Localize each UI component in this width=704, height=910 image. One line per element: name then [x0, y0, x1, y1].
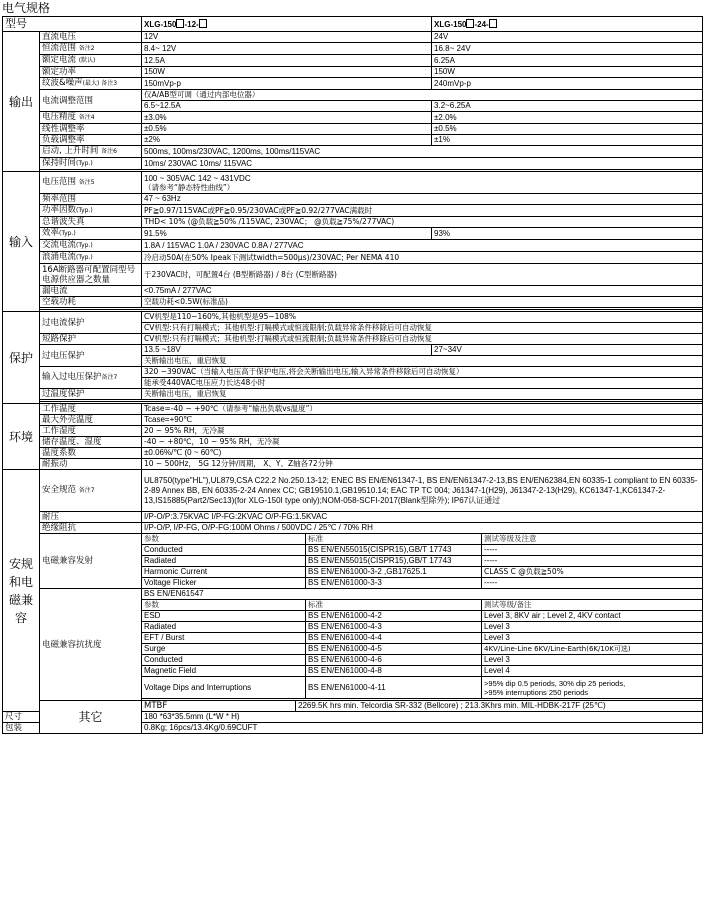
category-environment: 环境: [3, 404, 40, 470]
label-withstand: 耐压: [40, 512, 142, 523]
value-ac-current: 1.8A / 115VAC 1.0A / 230VAC 0.8A / 277VAC: [142, 240, 703, 252]
value-withstand: I/P-O/P:3.75KVAC I/P-FG:2KVAC O/P-FG:1.5KVAC: [142, 512, 703, 523]
table-row: Voltage Dips and Interruptions BS EN/EN61000-4-11 >95% dip 0.5 periods, 30% dip 25 periods, >95% interruptions 250 periods: [3, 677, 703, 699]
label-leakage: 漏电流: [40, 286, 142, 297]
value-12: 150W: [142, 67, 432, 78]
value-12: ±3.0%: [142, 112, 432, 124]
value-12: 12V: [142, 32, 432, 43]
label-packing: 包装: [3, 723, 40, 734]
table-row: Surge BS EN/EN61000-4-5 4KV/Line-Line 6KV/Line-Earth(6K/10K可选): [3, 644, 703, 655]
label-max-case: 最大外壳温度: [40, 415, 142, 426]
value-ovp-2: 关断输出电压，重启恢复: [142, 356, 703, 367]
value-temp-coef: ±0.06%/℃ (0 ~ 60℃): [142, 448, 703, 459]
label-emc-immunity: 电磁兼容抗扰度: [40, 589, 142, 701]
label-load-reg: 负载调整率: [40, 135, 142, 146]
value-ocp-2: CV机型:只有打嗝模式；其他机型:打嗝模式或恒流限制;负载异常条件移除后可自动恢复: [142, 323, 703, 334]
value-pf: PF≧0.97/115VAC或PF≧0.95/230VAC或PF≧0.92/277VAC满载时: [142, 205, 703, 217]
category-input: 输入: [3, 172, 40, 312]
value-12: 91.5%: [142, 228, 432, 240]
value-vibration: 10 ~ 500Hz， 5G 12分钟/周期， X、Y、Z轴各72分钟: [142, 459, 703, 470]
label-dimension: 尺寸: [3, 712, 40, 723]
value-hold: 10ms/ 230VAC 10ms/ 115VAC: [142, 158, 703, 170]
value-inrush: 冷启动50A(在50% Ipeak下测试twidth=500μs)/230VAC; Per NEMA 410: [142, 252, 703, 264]
label-iovp: 输入过电压保护备注7: [40, 367, 142, 389]
table-row: Voltage Flicker BS EN/EN61000-3-3 -----: [3, 578, 703, 589]
immunity-header-param: 参数: [142, 600, 306, 611]
value-thd: THD< 10% (@负载≧50% /115VAC, 230VAC； @负载≧75%/277VAC): [142, 217, 703, 228]
value-breaker: 于230VAC时，可配置4台 (B型断路器) / 8台 (C型断路器): [142, 264, 703, 286]
table-row: Magnetic Field BS EN/EN61000-4-8 Level 4: [3, 666, 703, 677]
value-leakage: <0.75mA / 277VAC: [142, 286, 703, 297]
value-freq: 47 ~ 63Hz: [142, 194, 703, 205]
table-row: Conducted BS EN/EN55015(CISPR15),GB/T 17743 -----: [3, 545, 703, 556]
value-ocp-1: CV机型是110~160%,其他机型是95~108%: [142, 312, 703, 323]
label-pf: 功率因数(Typ.): [40, 205, 142, 217]
label-standards: 安全规范 备注7: [40, 470, 142, 512]
table-row: Radiated BS EN/EN55015(CISPR15),GB/T 17743 -----: [3, 556, 703, 567]
category-protection: 保护: [3, 312, 40, 404]
category-safety: 安规和电磁兼容: [3, 470, 40, 712]
header-row: [3, 17, 703, 32]
value-setup: 500ms, 100ms/230VAC, 1200ms, 100ms/115VAC: [142, 146, 703, 158]
value-24: ±1%: [432, 135, 703, 146]
value-24: ±0.5%: [432, 124, 703, 135]
label-inrush: 浪涌电流(Typ.): [40, 252, 142, 264]
table-row: Conducted BS EN/EN61000-4-6 Level 3: [3, 655, 703, 666]
category-others: 其它: [40, 701, 142, 734]
label-no-load: 空载功耗: [40, 297, 142, 308]
value-12: ±2%: [142, 135, 432, 146]
emission-header-param: 参数: [142, 534, 306, 545]
label-line-reg: 线性调整率: [40, 124, 142, 135]
value-24: 3.2~6.25A: [432, 101, 703, 112]
value-no-load: 空载功耗<0.5W(标准品): [142, 297, 703, 308]
model-label: 型号: [3, 17, 142, 32]
label-ovp: 过电压保护: [40, 345, 142, 367]
label-setup: 启动, 上升时间 备注6: [40, 146, 142, 158]
current-adj-desc: 仅A/AB型可调（通过内部电位器）: [142, 90, 703, 101]
value-24: 24V: [432, 32, 703, 43]
value-12: 150mVp-p: [142, 78, 432, 90]
value-iovp-1: 320 ~390VAC（当输入电压高于保护电压,将会关断输出电压,输入异常条件移除后可自动恢复）: [142, 367, 703, 378]
value-temp: Tcase=-40 ~ +90℃（请参考“输出负载vs温度”）: [142, 404, 703, 415]
model-12: XLG-150 -12-: [142, 17, 432, 32]
table-row: Radiated BS EN/EN61000-4-3 Level 3: [3, 622, 703, 633]
label-storage: 储存温度、湿度: [40, 437, 142, 448]
label-otp: 过温度保护: [40, 389, 142, 400]
page-title: 电气规格: [2, 1, 51, 15]
label-mtbf: MTBF: [142, 701, 296, 712]
label-thd: 总谐波失真: [40, 217, 142, 228]
label-humidity: 工作湿度: [40, 426, 142, 437]
label-temp-coef: 温度系数: [40, 448, 142, 459]
label-temp: 工作温度: [40, 404, 142, 415]
value-24: 27~34V: [432, 345, 703, 356]
label-dc-voltage: 直流电压: [40, 32, 142, 43]
label-ac-current: 交流电流(Typ.): [40, 240, 142, 252]
value-12: 13.5 ~18V: [142, 345, 432, 356]
value-mtbf: 2269.5K hrs min. Telcordia SR-332 (Bellcore) ; 213.3Khrs min. MIL-HDBK-217F (25℃): [296, 701, 703, 712]
emission-header-std: 标准: [306, 534, 482, 545]
label-voltage-range: 电压范围 备注5: [40, 172, 142, 194]
label-vibration: 耐振动: [40, 459, 142, 470]
label-cc-range: 恒流范围 备注2: [40, 43, 142, 55]
value-24: 150W: [432, 67, 703, 78]
value-dimension: 180 *63*35.5mm (L*W * H): [142, 712, 703, 723]
label-current-adj: 电流调整范围: [40, 90, 142, 112]
table-row: ESD BS EN/EN61000-4-2 Level 3, 8KV air ; Level 2, 4KV contact: [3, 611, 703, 622]
label-short: 短路保护: [40, 334, 142, 345]
value-24: 16.8~ 24V: [432, 43, 703, 55]
label-voltage-tol: 电压精度 备注4: [40, 112, 142, 124]
value-24: 240mVp-p: [432, 78, 703, 90]
emission-header-level: 测试等级及注意: [482, 534, 703, 545]
value-12: 12.5A: [142, 55, 432, 67]
value-24: 6.25A: [432, 55, 703, 67]
label-isolation: 绝缘阻抗: [40, 523, 142, 534]
label-eff: 效率(Typ.): [40, 228, 142, 240]
value-standards: UL8750(type"HL"),UL879,CSA C22.2 No.250.13-12; ENEC BS EN/EN61347-1, BS EN/EN61347-2-13,BS EN/EN62384,EN 60335-1 compliant to EN 60335-2-89 Annex BB, EN 60335-2-24 Annex CC; GB19510.1,GB19510.14; EAC TP TC 004; J61347-1(H29), J61347-2-13(H29), KC61347-1,KC61347-2-13,IS15885(Part2/Sec13)(for XLG-150I type only);NOM-058-SCFI-2017(Blank型除外); IP67认证通过: [142, 470, 703, 512]
value-12: ±0.5%: [142, 124, 432, 135]
immunity-header-level: 测试等级/备注: [482, 600, 703, 611]
label-emc-emission: 电磁兼容发射: [40, 534, 142, 589]
value-packing: 0.8Kg; 16pcs/13.4Kg/0.69CUFT: [142, 723, 703, 734]
label-ocp: 过电流保护: [40, 312, 142, 334]
label-rated-current: 额定电流 (默认): [40, 55, 142, 67]
label-hold: 保持时间(Typ.): [40, 158, 142, 170]
value-12: 8.4~ 12V: [142, 43, 432, 55]
value-otp: 关断输出电压，重启恢复: [142, 389, 703, 400]
category-output: 输出: [3, 32, 40, 172]
value-storage: -40 ~ +80℃，10 ~ 95% RH，无冷凝: [142, 437, 703, 448]
value-short: CV机型:只有打嗝模式；其他机型:打嗝模式或恒流限制;负载异常条件移除后可自动恢复: [142, 334, 703, 345]
value-24: 93%: [432, 228, 703, 240]
spec-table: [2, 16, 703, 734]
table-row: Harmonic Current BS EN/EN61000-3-2 ,GB17625.1 CLASS C @负载≧50%: [3, 567, 703, 578]
value-isolation: I/P-O/P, I/P-FG, O/P-FG:100M Ohms / 500VDC / 25℃ / 70% RH: [142, 523, 703, 534]
label-freq: 频率范围: [40, 194, 142, 205]
label-rated-power: 额定功率: [40, 67, 142, 78]
label-breaker: 16A断路器可配置同型号电源供应器之数量: [40, 264, 142, 286]
immunity-standard: BS EN/EN61547: [142, 589, 703, 600]
value-24: ±2.0%: [432, 112, 703, 124]
value-humidity: 20 ~ 95% RH，无冷凝: [142, 426, 703, 437]
value-12: 6.5~12.5A: [142, 101, 432, 112]
table-row: EFT / Burst BS EN/EN61000-4-4 Level 3: [3, 633, 703, 644]
value-iovp-2: 能承受440VAC电压应力长达48小时: [142, 378, 703, 389]
immunity-header-std: 标准: [306, 600, 482, 611]
model-24: XLG-150 -24-: [432, 17, 703, 32]
value-max-case: Tcase=+90℃: [142, 415, 703, 426]
value-voltage-range: 100 ~ 305VAC 142 ~ 431VDC （请参考“静态特性曲线”）: [142, 172, 703, 194]
label-ripple: 纹波&噪声(最大) 备注3: [40, 78, 142, 90]
